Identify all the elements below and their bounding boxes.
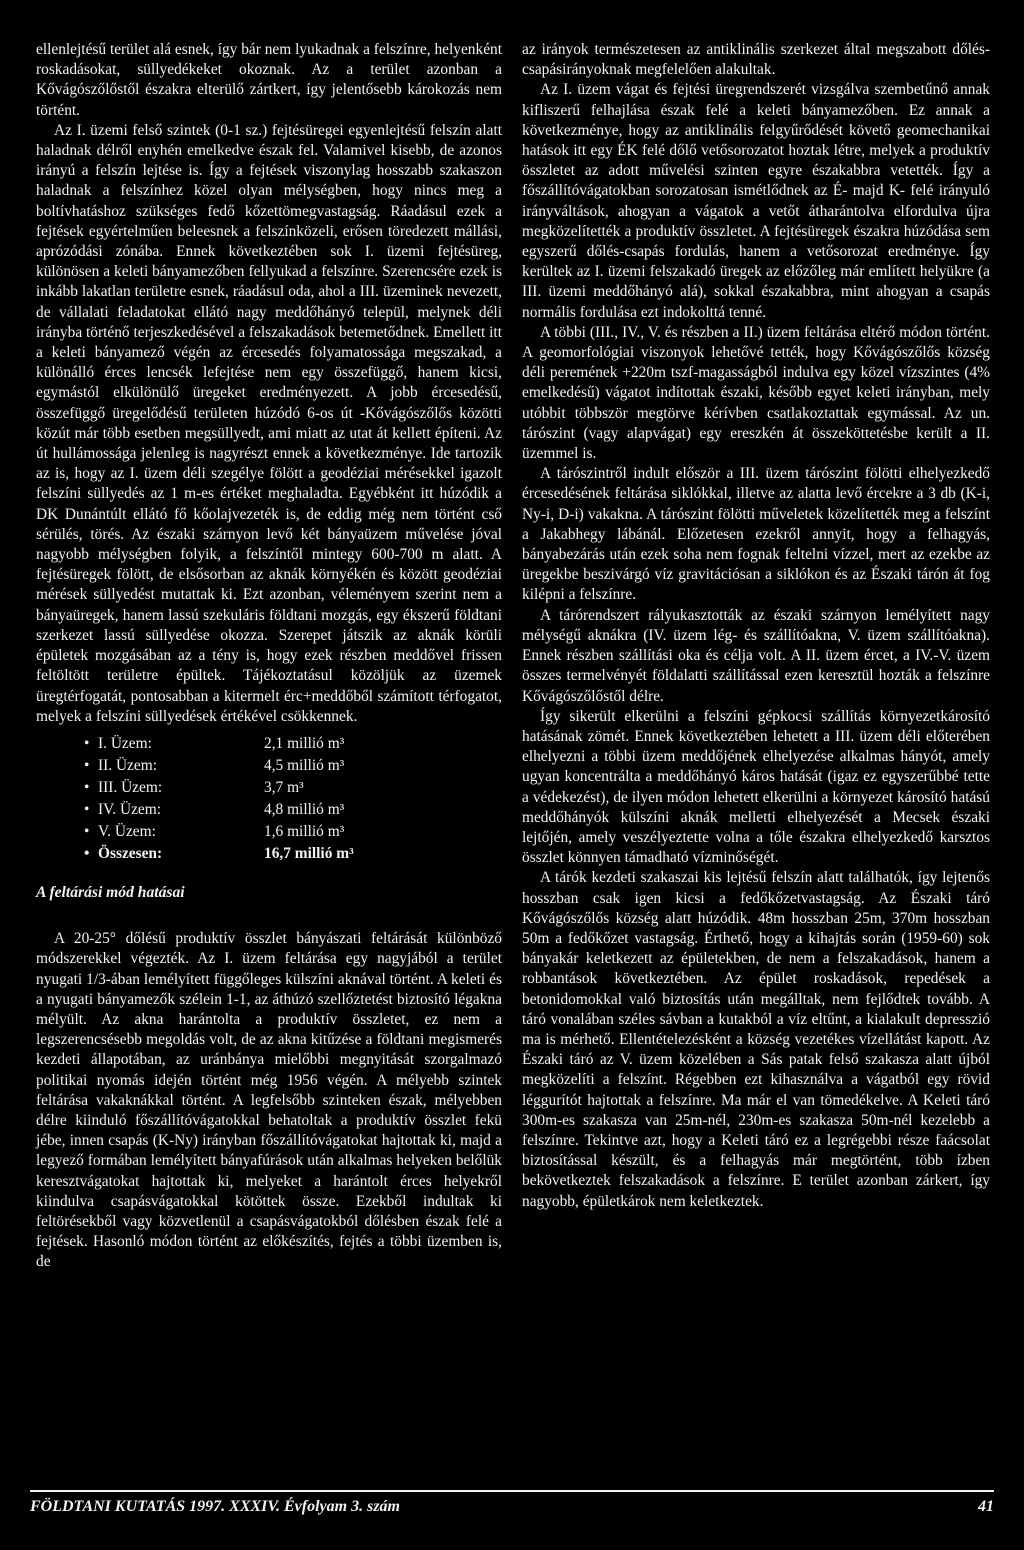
- paragraph: A többi (III., IV., V. és részben a II.) üzem feltárása eltérő módon történt. A geomorfológiai viszonyok lehetővé tették, hogy Kővágószőlős község déli peremének +220m tszf-magasságból indulva egy közel vízszintes (4% emelkedésű) vágatot indítottak északi, később egyet keleti irányban, mely utóbbit többször megtörve kérívben csatlakoztattak egymással. Az un. tárószint (vagy alapvágat) egy ereszkén át összeköttetésbe került a II. üzemmel is.: [522, 323, 990, 463]
- page-number: 41: [978, 1498, 994, 1515]
- paragraph: A 20-25° dőlésű produktív összlet bányászati feltárását különböző módszerekkel végezték. Az I. üzem feltárása egy nagyjából a terület nyugati 1/3-ában lemélyített függőleges külszíni aknával történt. A keleti és a nyugati bányamezők szélein 1-1, az áthúzó szellőztetést biztosító légakna mélyült. Az akna harántolta a produktív összletet, ez nem a legszerencsésebb megoldás volt, de az akna kitűzése a földtani megismerés kezdeti állapotában, az uránbánya mielőbbi megnyitását szorgalmazó politikai nyomás idején történt még 1956 végén. A mélyebb szintek feltárása vakaknákkal történt. A legfelsőbb szinteken észak, mélyebben délre kiinduló főszállítóvágatokkal behatoltak a produktív összlet fekü jébe, innen csapás (K-Ny) irányban főszállítóvágatokat hajtottak ki, majd a legyező formában lemélyített bányafúrások után alkalmas helyeken belőlük keresztvágatokat hajtottak ki, melyeket a harántolt érces helyekről kiindulva csapásvágatokkal kötöttek össze. Ezekből indultak ki feltörésekből vagy közvetlenül a csapásvágatokból dőlésben észak felé a fejtések. Hasonló módon történt az előkészítés, fejtés a többi üzemben is, de: [36, 930, 502, 1271]
- paragraph: az irányok természetesen az antiklinális szerkezet által megszabott dőlés-csapásirányoknak megfelelően alakultak.: [522, 41, 990, 79]
- paragraph: A tárórendszert rályukasztották az északi szárnyon lemélyített nagy mélységű aknákra (IV. üzem lég- és szállítóakna, V. üzem szállítóakna). Ennek részben szállítási oka és célja volt. A II. üzem ércet, a IV.-V. üzem összes termelvényét földalatti szállítással ezen keresztül hozták a felszínre Kővágószőlőstől délre.: [522, 606, 990, 705]
- list-item: • IV. Üzem: 4,8 millió m³: [84, 800, 345, 818]
- volume-list: [84, 733, 502, 865]
- list-item: • III. Üzem: 3,7 m³: [84, 778, 304, 796]
- right-column: [522, 40, 990, 1212]
- list-item: • II. Üzem: 4,5 millió m³: [84, 756, 345, 774]
- journal-title: FÖLDTANI KUTATÁS 1997. XXXIV. Évfolyam 3. szám: [30, 1498, 400, 1515]
- paragraph: Így sikerült elkerülni a felszíni gépkocsi szállítás környezetkárosító hatásának zömét. Ennek következtében lehetett a III. üzem déli előterében elhelyezni a többi üzem meddőjének elhelyezése alkalmas hányót, amely ugyan koncentrálta a meddőhányó káros hatását (igaz ez egyszerűbbé tette a védekezést), de ilyen módon lehetett elkerülni a környezet károsító hatású meddőhányók külszíni aknák melletti elhelyezését a Mecsek északi lejtőjén, amely veszélyeztette volna a tőle északra elhelyezkedő karsztos összlet könnyen támadható vízminőségét.: [522, 707, 990, 867]
- section-heading: A feltárási mód hatásai: [36, 883, 185, 901]
- left-column: [36, 40, 502, 1273]
- list-item: • I. Üzem: 2,1 millió m³: [84, 734, 345, 752]
- list-total: • Összesen: 16,7 millió m³: [84, 844, 354, 862]
- list-item: • V. Üzem: 1,6 millió m³: [84, 822, 345, 840]
- paragraph: Az I. üzem vágat és fejtési üregrendszerét vizsgálva szembetűnő annak kifliszerű felhajlása észak felé a keleti bányamezőben. Ez annak a következménye, hogy az antiklinális felgyűrődését követő geomechanikai hatások itt egy ÉK felé dőlő vetősorozatot hoztak létre, melyek a produktív összletet az adott művelési szinten egyre északabbra vetették. Így a főszállítóvágatokban sorozatosan ismétlődnek az É- majd K- felé irányuló irányváltások, ahogyan a vágatok a vetőt átharántolva elfordulva újra megközelítették a produktív összletet. A fejtésüregek északra húzódása sem egyszerű dőlés-csapás fordulás, hanem a vetősorozat eredménye. Így kerültek az I. üzemi felszakadó üregek az előzőleg már említett helyükre (a III. üzemi meddőhányó alá), sokkal északabbra, mint ahogyan a csapás normális fordulása ezt indokolttá tenné.: [522, 81, 990, 321]
- paragraph: A tárószintről indult először a III. üzem tárószint fölötti elhelyezkedő ércesedésének feltárása siklókkal, illetve az alatta levő ércekre a 3 db (K-i, Ny-i, D-i) vakakna. A tárószint fölötti műveletek közelítették meg a felszínt a Jakabhegy lábánál. Előzetesen ezekről annyit, hogy a felhagyás, bányabezárás után ezek soha nem fognak feltelni vízzel, mert az ezekbe az üregekbe beszivárgó víz gravitációsan a siklókon és az Északi tárón át fog kilépni a felszínre.: [522, 465, 990, 604]
- paragraph: A tárók kezdeti szakaszai kis lejtésű felszín alatt találhatók, így lejtenős hosszban csak igen kicsi a fedőkőzetvastagság. Az Északi táró Kővágószőlős község alatt húzódik. 48m hosszban 25m, 370m hosszban 50m a fedőkőzet vastagság. Érthető, hogy a kihajtás során (1959-60) sok bányakár keletkezett az épületekben, de nem a felszakadások, hanem a robbantások következtében. Az épület roskadások, repedések a betonidomokkal való biztosítás után megálltak, nem fejlődtek tovább. A táró vonalában széles sávban a kutakból a víz eltűnt, a kialakult depresszió ma is mérhető. Ellentételezésként a község vezetékes vízellátást kapott. Az Északi táró az V. üzem közelében a Sás patak felső szakasza alatt újból megközelíti a felszínt. Régebben ezt kihasználva a vágatból egy rövid léggurítót hajtottak a felszínre. Ma már el van tömedékelve. A Keleti táró 300m-es szakasza van 25m-nél, 230m-es szakasza 50m-nél kezelebb a felszínre. Tekintve azt, hogy a Keleti táró ez a legrégebbi része faácsolat biztosítással készült, és a felhagyás már megtörtént, több ízben bekövetkeztek felszakadások a felszínre. E terület azonban zárkert, így nagyobb, épületkárok nem keletkeztek.: [522, 869, 990, 1210]
- paragraph: Az I. üzemi felső szintek (0-1 sz.) fejtésüregei egyenlejtésű felszín alatt haladnak délről enyhén emelkedve észak fel. Valamivel kisebb, de azonos irányú a felszín lejtése is. Így a fejtések viszonylag hosszabb szakaszon haladnak a felszínhez közel olyan mélységben, hogy nincs meg a boltívhatáshoz szükséges fedő kőzettömegvastagság. Ráadásul ezek a fejtések egyértelműen beleesnek a felszínközeli, erősen töredezett mállási, aprózódási zónába. Ennek következtében sok I. üzemi fejtésüreg, különösen a keleti bányamezőben fellyukad a felszínre. Szerencsére ezek is inkább lakatlan területre esnek, ráadásul oda, ahol a III. üzeminek nevezett, de vállalati feladatokat ellátó nagy meddőhányó települ, melynek déli irányba történő terjeszkedésével a felszakadások betemetődnek. Emellett itt a keleti bányamező végén az ércesedés folyamatossága megszakad, a különálló érces lencsék lefejtése nem egy összefüggő, hanem kicsi, egymástól elkülönülő üregeket eredményezett. A jobb ércesedésű, összefüggő üregelődésű területen húzódó 6-os út -Kővágószőlős közötti közút már több esetben megsüllyedt, ami miatt az utat át kellett építeni. Az út hullámossága jelenleg is nagyrészt ennek a következménye. Ide tartozik az is, hogy az I. üzem déli szegélye fölött a geodéziai mérésekkel igazolt felszíni süllyedés az 1 m-es értéket meghaladta. Egyébként itt húzódik a DK Dunántúlt ellátó fő kőolajvezeték is, de eddig még nem történt cső sérülés, törés. Az északi szárnyon levő két bányaüzem művelése jóval nagyobb mélységben folyik, a felszíntől mintegy 600-700 m alatt. A fejtésüregek fölött, de elsősorban az aknák környékén és között geodéziai mérések süllyedést mutattak ki. Ezt azonban, véleményem szerint nem a bányaüregek, hanem lassú szekuláris földtani mozgás, egy ékszerű földtani szerkezet lassú süllyedése okozza. Szerepet játszik az aknák körüli épületek mozgásában az a tény is, hogy ezek részben meddővel frissen feltöltött területre épültek. Tájékoztatásul közöljük az üzemek üregtérfogatát, pontosabban a kitermelt érc+meddőből számított térfogatot, melyek a felszíni süllyedések értékével csökkennek.: [36, 121, 502, 725]
- paragraph: ellenlejtésű terület alá esnek, így bár nem lyukadnak a felszínre, helyenként roskadásokat, süllyedékeket okoznak. Az a terület azonban a Kővágószőlőstől északra elterülő zártkert, így jelentősebb károkozás nem történt.: [36, 41, 502, 119]
- page-footer: [30, 1490, 994, 1516]
